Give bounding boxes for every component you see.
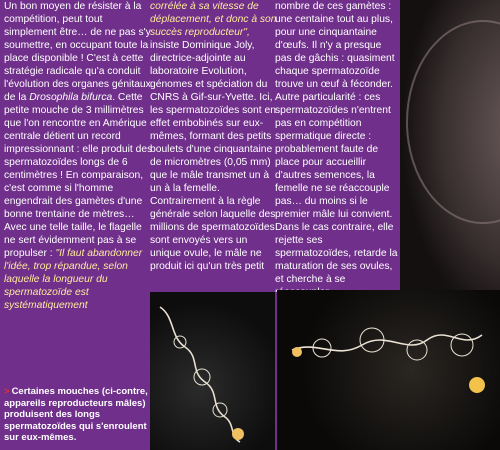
sperm-cell-photo — [400, 0, 500, 330]
photo-caption — [4, 386, 152, 444]
column1-quote: "Il faut abandonner l'idée, trop répandue, selon laquelle la longueur du spermatozoïde est systématiquement — [4, 248, 143, 311]
micrograph-left — [150, 292, 277, 450]
column1-text-2: . Cette petite mouche de 3 millimètres que l'on rencontre en Amérique centrale détient un record impressionnant : elle produit des spermatozoïdes longs de 6 centimètres ! En comparaison, c'est comme si l'homme engendrait des gamètes d'une bonne trentaine de mètres… Avec une telle taille, le flagelle ne sert évidemment pas à se propulser : — [4, 92, 153, 259]
column2-text: insiste Dominique Joly, directrice-adjointe au laboratoire Evolution, génomes et spéciation du CNRS à Gif-sur-Yvette. Ici, les spermatozoïdes sont en effet embobinés sur eux-mêmes, formant des petits boulets d'une cinquantaine de micromètres (0,05 mm) que le mâle transmet un à un à la femelle. Contrairement à la règle générale selon laquelle des millions de spermatozoïdes sont envoyés vers un unique ovule, le mâle ne produit ici qu'un très petit — [150, 40, 276, 272]
column2-quote: corrélée à sa vitesse de déplacement, et donc à son succès reproducteur", — [150, 1, 277, 38]
sperm-coil-drawing-left — [150, 292, 275, 450]
column3-text: nombre de ces gamètes : une centaine tout au plus, pour une cinquantaine d'œufs. Il n'y a presque pas de gâchis : quasiment chaque spermatozoïde trouve un œuf à féconder. Autre particularité : ces spermatozoïdes n'entrent pas en compétition spermatique directe : probablement faute de place pour accueillir d'autres semences, la femelle ne se réaccouple pas… du moins si le premier mâle lui convient. Dans le cas contraire, elle rejette ses spermatozoïdes, retarde la maturation de ses ovules, et cherche à se — [275, 1, 398, 285]
caption-text: Certaines mouches (ci-contre, appareils reproducteurs mâles) produisent des longs spermatozoïdes qui s'enroulent sur eux-mêmes. — [4, 386, 148, 443]
article-column-1 — [4, 0, 154, 385]
column1-text-1: Un bon moyen de résister à la compétition, peut tout simplement être… de ne pas s'y soumettre, en occupant toute la place disponible ! C'est à cette stratégie radicale qu'a conduit l'évolution des organes génitaux de la — [4, 1, 151, 103]
micrograph-right — [277, 290, 500, 450]
species-name: Drosophila bifurca — [29, 92, 113, 103]
article-column-2 — [150, 0, 278, 290]
sperm-coil-drawing-right — [277, 290, 500, 450]
caption-marker-icon: > — [4, 386, 10, 397]
